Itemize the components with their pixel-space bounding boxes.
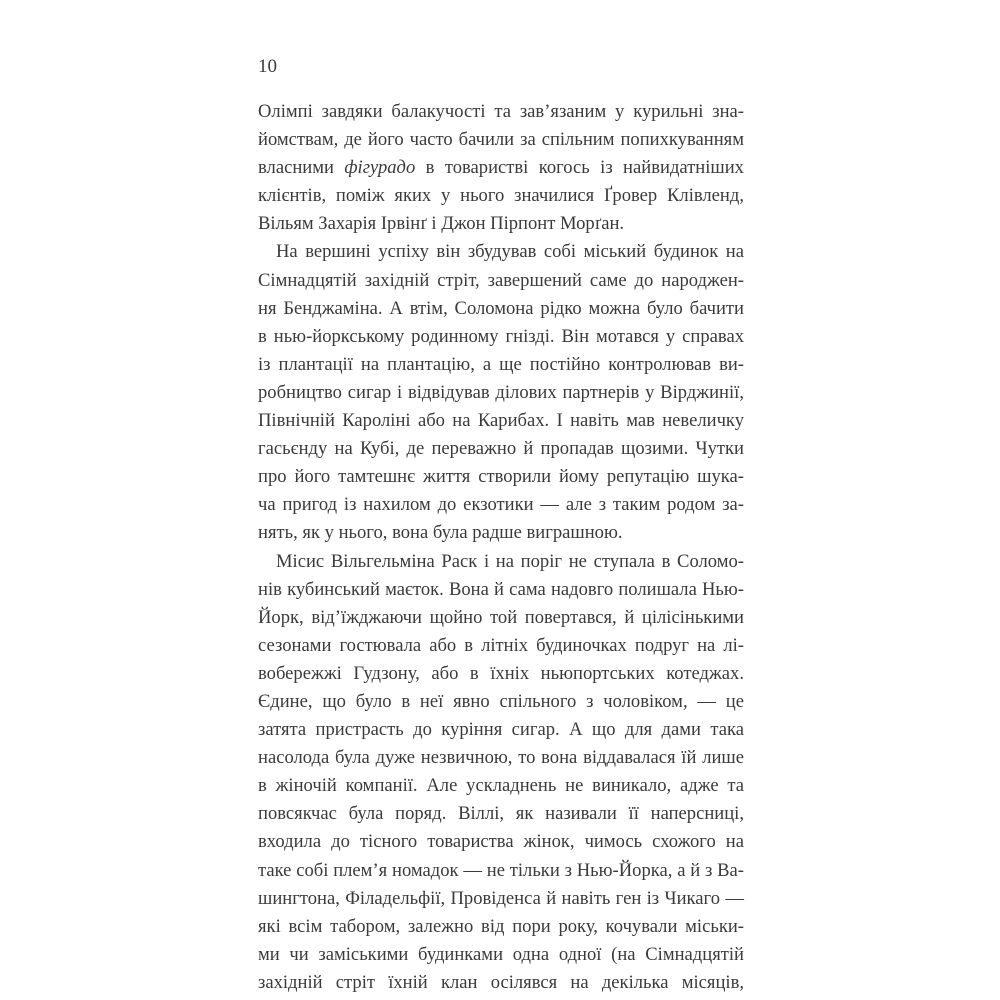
text-line-segment: в товаристві когось із найвидатніших [415,157,744,179]
text-line: сезонами гостювала або в літніх будиночках подруг на лі- [258,634,744,656]
text-line: робництво сигар і відвідував ділових партнерів у Вірджинії, [258,381,744,403]
text-line: ня Бенджаміна. А втім, Соломона рідко можна було бачити [258,297,744,319]
text-line: нять, як у нього, вона була радше виграшною. [258,522,623,544]
text-line: Сімнадцятій західній стріт, завершений саме до народжен- [258,269,744,291]
text-line: насолода була дуже незвичною, то вона віддавалася їй лише [258,747,744,769]
text-line: шингтона, Філадельфії, Провіденса й навіть ген із Чикаго — [258,887,744,909]
text-line: затята пристрасть до куріння сигар. А що для дами така [258,719,744,741]
text-line: На вершині успіху він збудував собі міський будинок на [276,241,744,263]
text-line: Єдине, що було в неї явно спільного з чоловіком, — це [258,690,744,712]
text-line: Олімпі завдяки балакучості та зав’язаним у курильні зна- [258,101,744,122]
text-line: Північній Кароліні або на Карибах. І навіть мав невеличку [258,410,744,432]
text-line-segment: власними [258,157,345,179]
text-line: клієнтів, поміж яких у нього значилися Ґровер Клівленд, [258,185,744,207]
text-line: нів кубинський маєток. Вона й сама надовго полишала Нью- [258,578,744,600]
text-line: Вільям Захарія Ірвінґ і Джон Пірпонт Морґан. [258,213,625,235]
text-line: в нью-йоркському родинному гнізді. Він мотався у справах [258,325,744,347]
text-line: ча пригод із нахилом до екзотики — але з таким родом за- [258,494,744,516]
text-line: ми чи заміськими будинками одна одної (на Сімнадцятій [258,943,744,965]
text-line: які всім табором, залежно від пори року, кочували міськи- [258,915,744,937]
text-line: Йорк, від’їжджаючи щойно той повертався, й цілісінькими [258,606,744,628]
text-line: про його тамтешнє життя створили йому репутацію шука- [258,466,744,488]
text-line: таке собі плем’я номадок — не тільки з Нью-Йорка, а й з Ва- [258,859,744,881]
text-line: входила до тісного товариства жінок, чимось схожого на [258,831,744,853]
text-line: із плантації на плантацію, а ще постійно контролював ви- [258,353,744,375]
page-number: 10 [258,56,277,77]
body-text [258,98,744,997]
text-line: в жіночій компанії. Але ускладнень не виникало, адже та [258,775,744,797]
text-line: повсякчас була поряд. Віллі, як називали її наперсниці, [258,803,744,825]
italic-word: фігурадо [344,157,416,179]
text-line: гасьєнду на Кубі, де переважно й пропадав щозими. Чутки [258,438,744,460]
text-line: Місис Вільгельміна Раск і на поріг не ступала в Соломо- [276,550,744,572]
text-line [258,154,744,182]
text-line: йомствам, де його часто бачили за спільним попихкуванням [258,129,744,151]
text-line: західній стріт їхній клан осілявся на декілька місяців, [258,971,744,993]
text-line: вобережжі Гудзону, або в їхніх ньюпортських котеджах. [258,662,744,684]
